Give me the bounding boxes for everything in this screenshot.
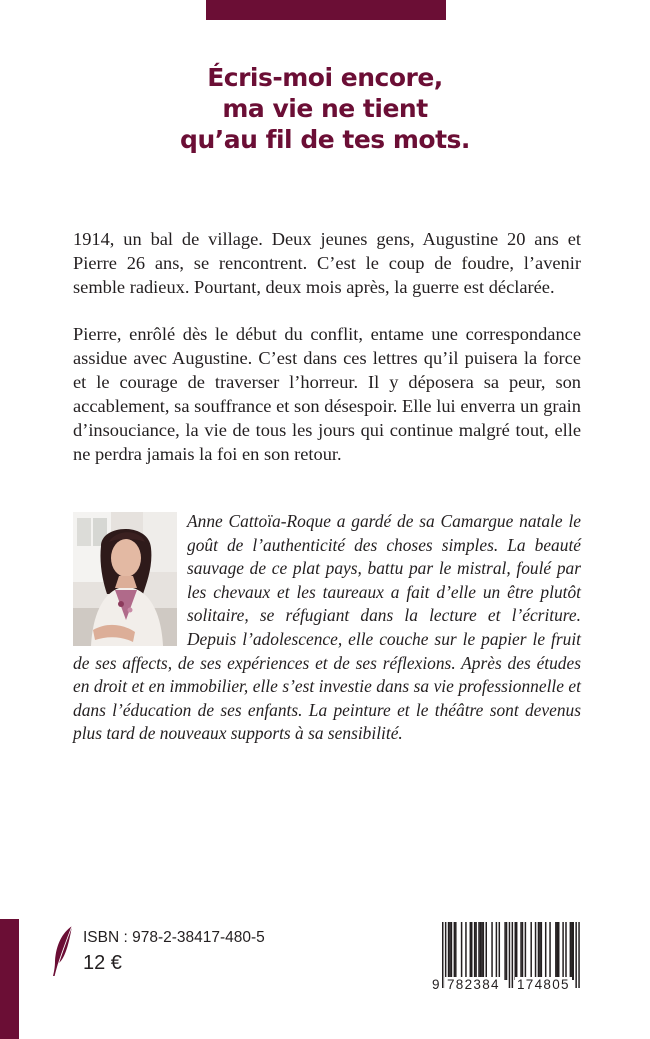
barcode-right-group: 174805 xyxy=(517,977,570,992)
barcode-bar xyxy=(455,922,457,980)
barcode-bar xyxy=(465,922,467,980)
barcode-bar xyxy=(571,922,573,980)
barcode-bar xyxy=(481,922,483,980)
barcode-bar xyxy=(461,922,463,980)
tagline-line-1: Écris-moi encore, xyxy=(207,63,443,92)
barcode-bar xyxy=(449,922,451,980)
barcode-bar xyxy=(486,922,488,980)
barcode-bar xyxy=(448,922,450,980)
barcode-bar xyxy=(516,922,518,980)
barcode-bar xyxy=(471,922,473,980)
barcode-bar xyxy=(504,922,506,980)
tagline xyxy=(80,62,570,155)
barcode-bar xyxy=(539,922,541,980)
author-bio-text: Anne Cattoïa-Roque a gardé de sa Camargue natale le goût de l’authenticité des choses simples. La beauté sauvage de ce plat pays, battu par le mistral, foulé par les chevaux et les taureaux a fait d’elle un être plutôt solitaire, se réfugiant dans la lecture et l’écriture. Depuis l’adolescence, elle couche sur le papier le fruit de ses affects, de ses expériences et de ses réflexions. Après des études en droit et en immobilier, elle s’est investie dans sa vie professionnelle et dans l’éducation de ses enfants. La peinture et le théâtre sont devenus plus tard de nouveaux supports à sa sensibilité. xyxy=(73,511,581,744)
barcode-bar xyxy=(541,922,543,980)
barcode-bar xyxy=(522,922,524,980)
left-accent-band xyxy=(0,919,19,1039)
barcode-bar xyxy=(520,922,522,980)
barcode-bar xyxy=(535,922,537,980)
barcode-lead-digit: 9 xyxy=(432,977,440,992)
barcode-bar xyxy=(506,922,508,980)
barcode-bar xyxy=(474,922,476,980)
barcode-bar xyxy=(478,922,480,980)
barcode-bar xyxy=(454,922,456,980)
price: 12 € xyxy=(83,952,122,974)
barcode-bar xyxy=(555,922,557,980)
barcode-bar xyxy=(545,922,547,980)
barcode-bar xyxy=(558,922,560,980)
barcode-bar xyxy=(525,922,527,980)
barcode-bar xyxy=(573,922,575,980)
barcode-bar xyxy=(483,922,485,980)
barcode-bar xyxy=(570,922,572,980)
barcode-bar xyxy=(475,922,477,980)
author-portrait-photo xyxy=(73,512,177,646)
barcode-bar xyxy=(491,922,493,980)
barcode-bar xyxy=(562,922,564,980)
isbn-price-block xyxy=(52,921,292,981)
barcode-digits xyxy=(432,977,584,993)
barcode-bar xyxy=(549,922,551,980)
barcode-bar xyxy=(557,922,559,980)
synopsis-paragraph-2: Pierre, enrôlé dès le début du conflit, entame une correspondance assidue avec Augustine. C’est dans ces lettres qu’il puisera la force et le courage de traverser l’horreur. Il y déposera sa peur, son accablement, sa souffrance et son désespoir. Elle lui enverra un grain d’insouciance, la vie de tous les jours qui continue malgré tout, elle ne perdra jamais la foi en son retour. xyxy=(73,324,581,464)
barcode-bar xyxy=(515,922,517,980)
barcode-bar xyxy=(451,922,453,980)
barcode-bar xyxy=(499,922,501,980)
top-accent-band xyxy=(206,0,446,20)
isbn-number: ISBN : 978-2-38417-480-5 xyxy=(83,929,265,946)
barcode-bar xyxy=(470,922,472,980)
tagline-line-3: qu’au fil de tes mots. xyxy=(180,125,470,154)
barcode-left-group: 782384 xyxy=(447,977,500,992)
quill-feather-icon xyxy=(52,925,74,977)
barcode-bar xyxy=(496,922,498,980)
barcode-bar xyxy=(565,922,567,980)
barcode-bar xyxy=(480,922,482,980)
barcode-bar xyxy=(538,922,540,980)
author-bio-block xyxy=(73,510,581,746)
barcode-bar xyxy=(530,922,532,980)
synopsis-paragraph-1: 1914, un bal de village. Deux jeunes gens, Augustine 20 ans et Pierre 26 ans, se rencontrent. C’est le coup de foudre, l’avenir semble radieux. Pourtant, deux mois après, la guerre est déclarée. xyxy=(73,229,581,297)
tagline-line-2: ma vie ne tient xyxy=(222,94,428,123)
